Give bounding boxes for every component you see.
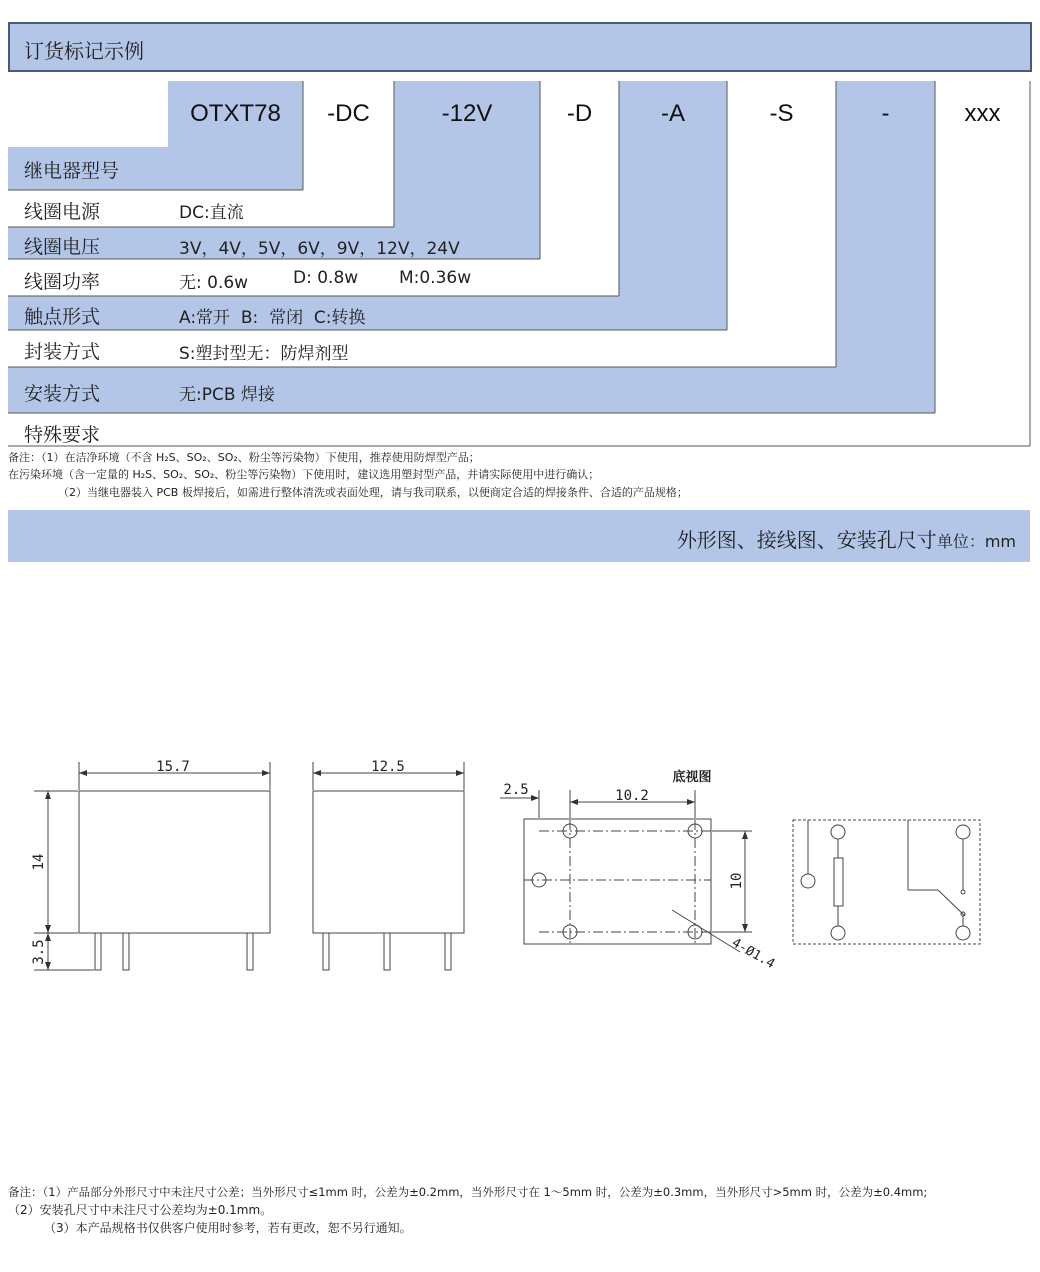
dimension-note-3: （3）本产品规格书仅供客户使用时参考，若有更改，恕不另行通知。 [44, 1221, 412, 1235]
row-label-voltage: 线圈电压 [24, 236, 101, 258]
wiring-terminal [956, 926, 970, 940]
side-width-label: 12.5 [371, 759, 405, 775]
dimension-title-bar [8, 510, 1030, 562]
wiring-terminal [801, 874, 815, 888]
front-height-label: 14 [31, 853, 47, 871]
code-power: -DC [327, 100, 370, 127]
dimension-unit: 单位：mm [936, 532, 1016, 551]
code-model: OTXT78 [190, 100, 281, 127]
wiring-terminal [956, 825, 970, 839]
wiring-terminal [831, 926, 845, 940]
code-mount: - [881, 100, 890, 127]
row-label-package: 封装方式 [24, 341, 101, 363]
front-view-body [79, 791, 270, 933]
wiring-coil [834, 858, 843, 906]
dimension-note-2: （2）安装孔尺寸中未注尺寸公差均为±0.1mm。 [8, 1203, 273, 1217]
row-value-voltage: 3V，4V，5V，6V，9V，12V，24V [179, 239, 460, 259]
pin-length-label: 3.5 [31, 939, 47, 965]
bottom-view-body [524, 819, 711, 944]
code-voltage: -12V [441, 100, 493, 127]
side-view-body [313, 791, 464, 933]
row-value-power: DC:直流 [179, 203, 244, 223]
row-label-contact: 触点形式 [24, 306, 101, 328]
spacing-label: 10.2 [615, 788, 649, 804]
order-table-lines [0, 0, 1040, 460]
row-label-power: 线圈电源 [24, 201, 101, 223]
row-value-mount: 无:PCB 焊接 [179, 385, 275, 405]
row-value-coil-power-2: M:0.36w [399, 268, 472, 288]
row-value-coil-power-1: D: 0.8w [293, 268, 359, 288]
front-view-pin [123, 933, 129, 970]
offset-label: 2.5 [503, 782, 529, 798]
side-view-pin [445, 933, 451, 970]
order-note-2: 在污染环境（含一定量的 H₂S、SO₂、SO₂、粉尘等污染物）下使用时，建议选用塑封型产品，并请实际使用中进行确认； [8, 468, 600, 481]
order-title: 订货标记示例 [24, 39, 144, 63]
bottom-view-title: 底视图 [672, 770, 712, 785]
side-view-pin [323, 933, 329, 970]
row-label-model: 继电器型号 [24, 160, 120, 182]
front-view-pin [95, 933, 101, 970]
wiring-frame [793, 820, 980, 944]
code-special: xxx [964, 100, 1001, 127]
row-label-special: 特殊要求 [24, 424, 101, 446]
side-view-pin [384, 933, 390, 970]
front-view-pin [247, 933, 253, 970]
row-value-package: S:塑封型无：防焊剂型 [179, 344, 349, 364]
hole-label: 4-Ø1.4 [729, 935, 778, 972]
row-value-coil-power-0: 无: 0.6w [179, 273, 249, 293]
wiring-terminal [831, 825, 845, 839]
dimension-title: 外形图、接线图、安装孔尺寸 [676, 528, 937, 552]
code-coil-power: -D [566, 100, 593, 127]
code-package: -S [769, 100, 794, 127]
dimension-note-1: 备注：（1）产品部分外形尺寸中未注尺寸公差；当外形尺寸≤1mm 时，公差为±0.2mm，当外形尺寸在 1～5mm 时，公差为±0.3mm，当外形尺寸>5mm 时，公差为±0.4mm; [8, 1185, 928, 1199]
bottom-height-label: 10 [729, 872, 745, 890]
row-value-contact: A:常开 B: 常闭 C:转换 [179, 308, 366, 328]
dimension-drawings [0, 740, 1040, 1000]
row-label-coil-power: 线圈功率 [24, 271, 101, 293]
order-note-3: （2）当继电器装入 PCB 板焊接后，如需进行整体清洗或表面处理，请与我司联系，以便商定合适的焊接条件、合适的产品规格； [58, 486, 688, 499]
front-width-label: 15.7 [156, 759, 190, 775]
row-label-mount: 安装方式 [24, 383, 101, 405]
order-note-1: 备注：（1）在洁净环境（不含 H₂S、SO₂、SO₂、粉尘等污染物）下使用，推荐使用防焊型产品； [8, 451, 480, 464]
code-contact: -A [661, 100, 685, 127]
